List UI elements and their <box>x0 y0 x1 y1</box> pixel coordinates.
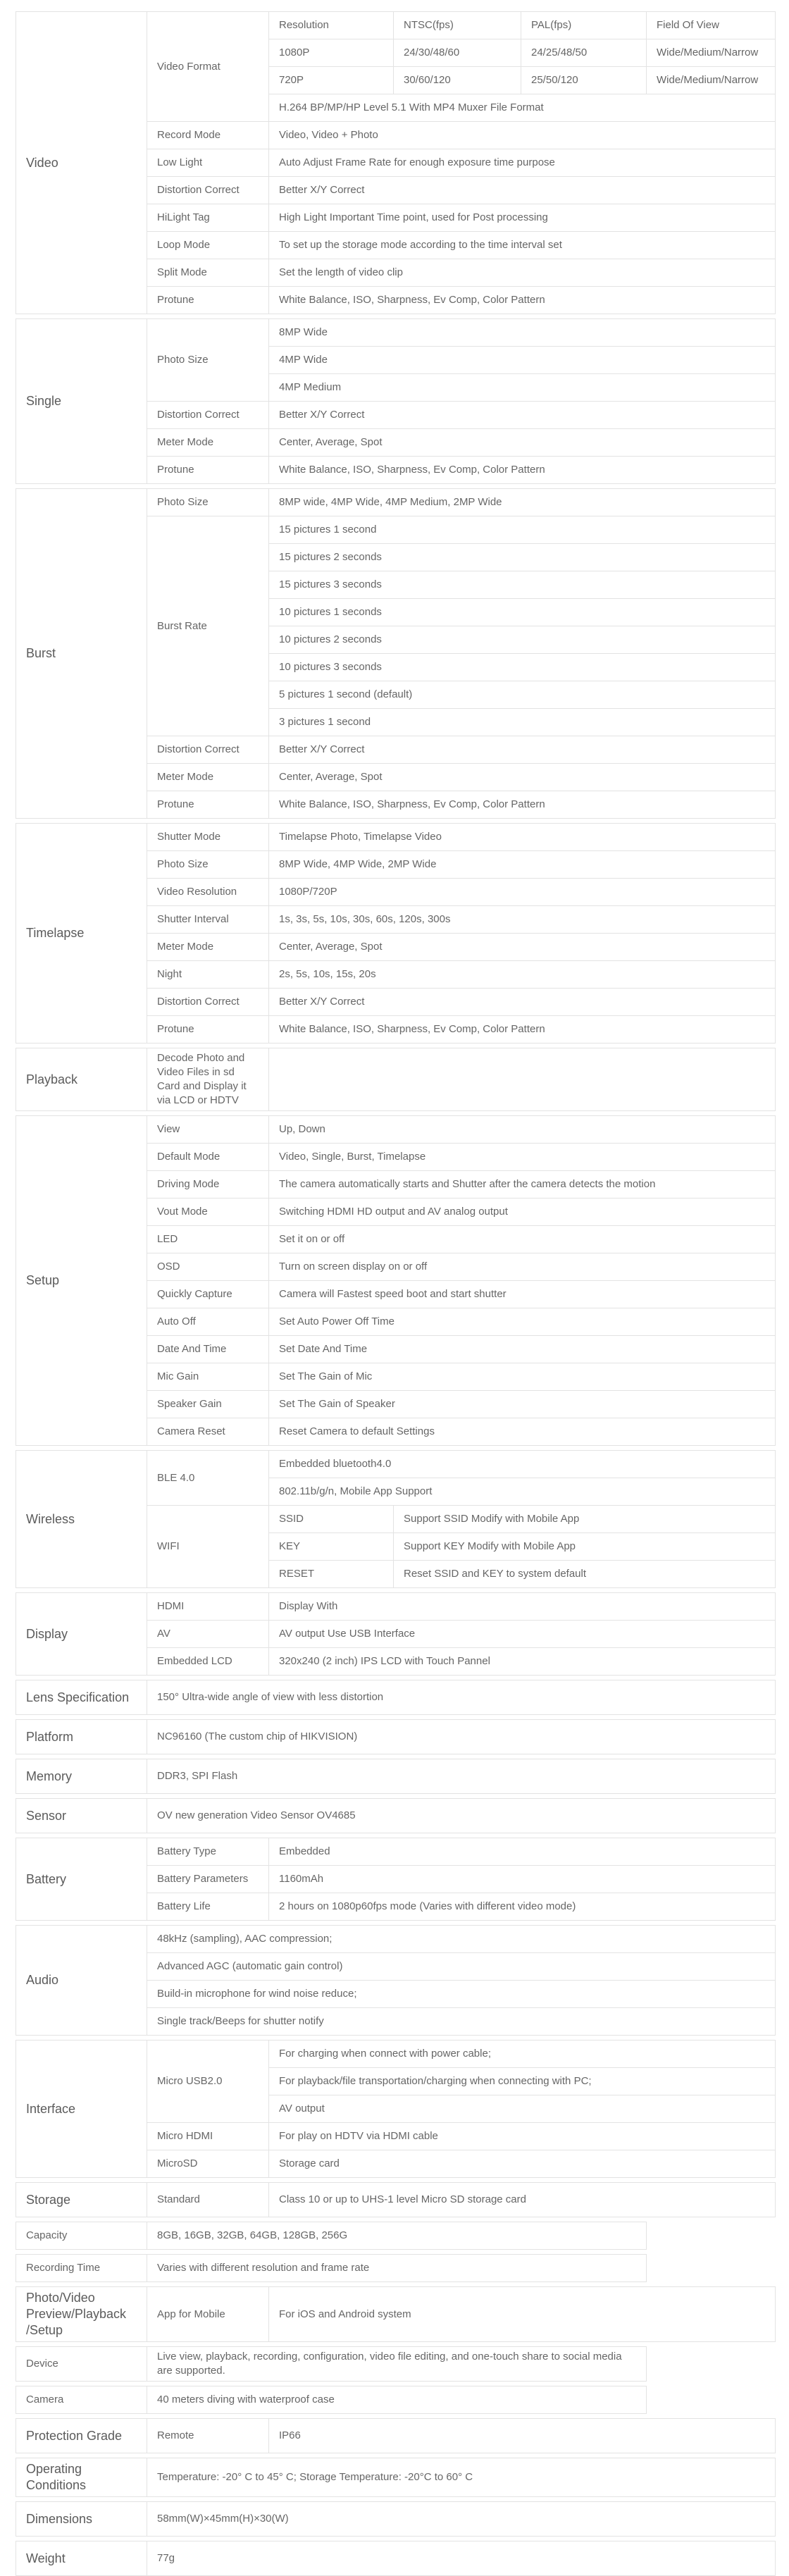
spec-row <box>16 12 776 39</box>
spec-cell: SSID <box>269 1506 394 1533</box>
spec-block-video <box>15 11 776 314</box>
spec-cell: 8MP Wide <box>269 319 776 347</box>
row-label: Capacity <box>16 2222 147 2250</box>
spec-cell: 3 pictures 1 second <box>269 709 776 736</box>
spec-cell: Set the length of video clip <box>269 259 776 287</box>
spec-block-display <box>15 1592 776 1676</box>
spec-cell: Meter Mode <box>147 934 269 961</box>
spec-table <box>15 11 775 2576</box>
section-label: Operating Conditions <box>16 2458 147 2497</box>
spec-cell: 150° Ultra-wide angle of view with less distortion <box>147 1680 776 1715</box>
spec-cell: Live view, playback, recording, configuration, video file editing, and one-touch share to social media are supported. <box>147 2347 647 2382</box>
spec-cell: For play on HDTV via HDMI cable <box>269 2123 776 2150</box>
spec-cell: KEY <box>269 1533 394 1561</box>
spec-cell: HDMI <box>147 1593 269 1621</box>
section-label: Wireless <box>16 1451 147 1588</box>
spec-cell: Protune <box>147 1016 269 1044</box>
spec-cell: 15 pictures 2 seconds <box>269 544 776 571</box>
spec-row <box>16 489 776 516</box>
spec-row <box>16 2347 647 2382</box>
spec-cell: Battery Life <box>147 1893 269 1921</box>
spec-cell: 1080P/720P <box>269 879 776 906</box>
section-label: Photo/Video Preview/Playback /Setup <box>16 2287 147 2342</box>
spec-cell: 1080P <box>269 39 394 67</box>
spec-cell: Storage card <box>269 2150 776 2178</box>
spec-cell: 1160mAh <box>269 1866 776 1893</box>
spec-cell: Camera will Fastest speed boot and start shutter <box>269 1281 776 1308</box>
spec-row <box>16 1799 776 1833</box>
spec-cell: Set The Gain of Mic <box>269 1363 776 1391</box>
spec-cell: Better X/Y Correct <box>269 402 776 429</box>
spec-cell: DDR3, SPI Flash <box>147 1759 776 1794</box>
spec-cell: IP66 <box>269 2419 776 2453</box>
spec-cell: Burst Rate <box>147 516 269 736</box>
spec-cell: Build-in microphone for wind noise reduce; <box>147 1981 776 2008</box>
spec-row <box>16 1759 776 1794</box>
spec-cell: Loop Mode <box>147 232 269 259</box>
spec-cell: Reset Camera to default Settings <box>269 1418 776 1446</box>
spec-cell: 48kHz (sampling), AAC compression; <box>147 1926 776 1953</box>
spec-cell: Battery Type <box>147 1838 269 1866</box>
spec-row <box>16 319 776 347</box>
spec-cell: 720P <box>269 67 394 94</box>
spec-cell: Wide/Medium/Narrow <box>647 39 776 67</box>
spec-cell: NC96160 (The custom chip of HIKVISION) <box>147 1720 776 1754</box>
spec-cell: For iOS and Android system <box>269 2287 776 2342</box>
spec-cell: Center, Average, Spot <box>269 764 776 791</box>
spec-cell: Temperature: -20° C to 45° C; Storage Temperature: -20°C to 60° C <box>147 2458 776 2497</box>
spec-cell: White Balance, ISO, Sharpness, Ev Comp, Color Pattern <box>269 791 776 819</box>
spec-row <box>16 2541 776 2576</box>
section-label: Memory <box>16 1759 147 1794</box>
spec-cell: 40 meters diving with waterproof case <box>147 2386 647 2414</box>
spec-cell: App for Mobile <box>147 2287 269 2342</box>
spec-cell: Split Mode <box>147 259 269 287</box>
spec-cell: Display With <box>269 1593 776 1621</box>
spec-cell: Default Mode <box>147 1144 269 1171</box>
spec-cell: Distortion Correct <box>147 736 269 764</box>
spec-cell: OV new generation Video Sensor OV4685 <box>147 1799 776 1833</box>
spec-block-protection-grade <box>15 2418 776 2453</box>
spec-block-single <box>15 318 776 484</box>
spec-cell: 30/60/120 <box>394 67 521 94</box>
spec-row <box>16 1451 776 1478</box>
spec-cell: White Balance, ISO, Sharpness, Ev Comp, Color Pattern <box>269 457 776 484</box>
spec-cell: Micro HDMI <box>147 2123 269 2150</box>
spec-cell: 15 pictures 3 seconds <box>269 571 776 599</box>
spec-cell: MicroSD <box>147 2150 269 2178</box>
spec-cell: Camera Reset <box>147 1418 269 1446</box>
spec-cell: Distortion Correct <box>147 177 269 204</box>
section-label: Weight <box>16 2541 147 2576</box>
spec-cell: Set Date And Time <box>269 1336 776 1363</box>
spec-cell: Distortion Correct <box>147 402 269 429</box>
spec-cell: Video Resolution <box>147 879 269 906</box>
spec-cell: Better X/Y Correct <box>269 177 776 204</box>
spec-cell: 58mm(W)×45mm(H)×30(W) <box>147 2502 776 2537</box>
spec-cell: 77g <box>147 2541 776 2576</box>
spec-cell: Standard <box>147 2183 269 2217</box>
spec-cell: Shutter Interval <box>147 906 269 934</box>
spec-block-capacity <box>15 2222 647 2250</box>
spec-cell: Record Mode <box>147 122 269 149</box>
spec-block-recording-time <box>15 2254 647 2282</box>
spec-cell: 802.11b/g/n, Mobile App Support <box>269 1478 776 1506</box>
spec-cell: Video Format <box>147 12 269 122</box>
row-label: Camera <box>16 2386 147 2414</box>
spec-block-device <box>15 2346 647 2382</box>
spec-block-camera <box>15 2386 647 2414</box>
spec-cell: Better X/Y Correct <box>269 736 776 764</box>
spec-block-weight <box>15 2541 776 2576</box>
section-label: Platform <box>16 1720 147 1754</box>
spec-block-operating-conditions <box>15 2458 776 2497</box>
spec-cell: 8MP Wide, 4MP Wide, 2MP Wide <box>269 851 776 879</box>
spec-cell: LED <box>147 1226 269 1253</box>
section-label: Lens Specification <box>16 1680 147 1715</box>
spec-cell: 4MP Medium <box>269 374 776 402</box>
spec-cell: Wide/Medium/Narrow <box>647 67 776 94</box>
spec-block-burst <box>15 488 776 819</box>
spec-cell: 2 hours on 1080p60fps mode (Varies with different video mode) <box>269 1893 776 1921</box>
spec-cell: Auto Adjust Frame Rate for enough exposure time purpose <box>269 149 776 177</box>
spec-cell: NTSC(fps) <box>394 12 521 39</box>
spec-block-platform <box>15 1719 776 1754</box>
spec-row <box>16 2222 647 2250</box>
spec-block-wireless <box>15 1450 776 1588</box>
spec-cell: Embedded LCD <box>147 1648 269 1676</box>
spec-cell: Better X/Y Correct <box>269 989 776 1016</box>
spec-cell: Center, Average, Spot <box>269 934 776 961</box>
spec-cell: 15 pictures 1 second <box>269 516 776 544</box>
spec-cell: BLE 4.0 <box>147 1451 269 1506</box>
spec-cell: White Balance, ISO, Sharpness, Ev Comp, Color Pattern <box>269 287 776 314</box>
spec-cell: Mic Gain <box>147 1363 269 1391</box>
spec-cell: Battery Parameters <box>147 1866 269 1893</box>
spec-block-lens-specification <box>15 1680 776 1715</box>
spec-cell: Center, Average, Spot <box>269 429 776 457</box>
spec-cell: Low Light <box>147 149 269 177</box>
spec-block-dimensions <box>15 2501 776 2537</box>
spec-row <box>16 824 776 851</box>
spec-row <box>16 1116 776 1144</box>
spec-cell: Protune <box>147 457 269 484</box>
section-label: Audio <box>16 1926 147 2036</box>
spec-cell: HiLight Tag <box>147 204 269 232</box>
spec-row <box>16 2183 776 2217</box>
section-label: Burst <box>16 489 147 819</box>
section-label: Video <box>16 12 147 314</box>
section-label: Storage <box>16 2183 147 2217</box>
spec-cell: 5 pictures 1 second (default) <box>269 681 776 709</box>
spec-cell: Support SSID Modify with Mobile App <box>394 1506 776 1533</box>
spec-row <box>16 2255 647 2282</box>
spec-cell: RESET <box>269 1561 394 1588</box>
spec-row <box>16 2458 776 2497</box>
spec-cell: Distortion Correct <box>147 989 269 1016</box>
spec-cell: AV output <box>269 2095 776 2123</box>
spec-block-playback <box>15 1048 776 1111</box>
spec-cell: 10 pictures 2 seconds <box>269 626 776 654</box>
row-label: Recording Time <box>16 2255 147 2282</box>
spec-cell: 8MP wide, 4MP Wide, 4MP Medium, 2MP Wide <box>269 489 776 516</box>
spec-row <box>16 1048 776 1111</box>
spec-cell: 10 pictures 3 seconds <box>269 654 776 681</box>
spec-cell <box>269 1048 776 1111</box>
spec-cell: Photo Size <box>147 851 269 879</box>
section-label: Protection Grade <box>16 2419 147 2453</box>
section-label: Dimensions <box>16 2502 147 2537</box>
spec-cell: High Light Important Time point, used for Post processing <box>269 204 776 232</box>
spec-cell: Vout Mode <box>147 1199 269 1226</box>
spec-cell: To set up the storage mode according to the time interval set <box>269 232 776 259</box>
spec-row <box>16 2287 776 2342</box>
spec-cell: Auto Off <box>147 1308 269 1336</box>
spec-cell: View <box>147 1116 269 1144</box>
section-label: Playback <box>16 1048 147 1111</box>
spec-cell: Shutter Mode <box>147 824 269 851</box>
spec-cell: Meter Mode <box>147 429 269 457</box>
spec-cell: Advanced AGC (automatic gain control) <box>147 1953 776 1981</box>
spec-row <box>16 1720 776 1754</box>
spec-row <box>16 1680 776 1715</box>
spec-row <box>16 2386 647 2414</box>
spec-block-setup <box>15 1115 776 1446</box>
spec-cell: 25/50/120 <box>521 67 647 94</box>
spec-cell: PAL(fps) <box>521 12 647 39</box>
spec-block-battery <box>15 1838 776 1921</box>
spec-cell: Switching HDMI HD output and AV analog output <box>269 1199 776 1226</box>
section-label: Single <box>16 319 147 484</box>
spec-block-memory <box>15 1759 776 1794</box>
spec-cell: Date And Time <box>147 1336 269 1363</box>
spec-cell: Single track/Beeps for shutter notify <box>147 2008 776 2036</box>
spec-cell: 24/30/48/60 <box>394 39 521 67</box>
section-label: Setup <box>16 1116 147 1446</box>
spec-block-sensor <box>15 1798 776 1833</box>
spec-cell: Video, Single, Burst, Timelapse <box>269 1144 776 1171</box>
spec-cell: White Balance, ISO, Sharpness, Ev Comp, Color Pattern <box>269 1016 776 1044</box>
spec-cell: Driving Mode <box>147 1171 269 1199</box>
spec-cell: Video, Video + Photo <box>269 122 776 149</box>
spec-cell: Timelapse Photo, Timelapse Video <box>269 824 776 851</box>
spec-cell: Class 10 or up to UHS-1 level Micro SD storage card <box>269 2183 776 2217</box>
spec-cell: 2s, 5s, 10s, 15s, 20s <box>269 961 776 989</box>
spec-cell: Field Of View <box>647 12 776 39</box>
section-label: Sensor <box>16 1799 147 1833</box>
spec-cell: Photo Size <box>147 489 269 516</box>
spec-cell: Speaker Gain <box>147 1391 269 1418</box>
spec-cell: For playback/file transportation/charging when connecting with PC; <box>269 2068 776 2095</box>
spec-cell: Set Auto Power Off Time <box>269 1308 776 1336</box>
spec-cell: Remote <box>147 2419 269 2453</box>
spec-cell: Resolution <box>269 12 394 39</box>
spec-block-storage <box>15 2182 776 2217</box>
spec-cell: 320x240 (2 inch) IPS LCD with Touch Pannel <box>269 1648 776 1676</box>
spec-cell: 1s, 3s, 5s, 10s, 30s, 60s, 120s, 300s <box>269 906 776 934</box>
spec-cell: Up, Down <box>269 1116 776 1144</box>
spec-cell: Turn on screen display on or off <box>269 1253 776 1281</box>
spec-cell: Set The Gain of Speaker <box>269 1391 776 1418</box>
spec-cell: Embedded <box>269 1838 776 1866</box>
spec-cell: Photo Size <box>147 319 269 402</box>
spec-cell: Quickly Capture <box>147 1281 269 1308</box>
spec-block-interface <box>15 2040 776 2178</box>
spec-cell: 10 pictures 1 seconds <box>269 599 776 626</box>
spec-cell: Support KEY Modify with Mobile App <box>394 1533 776 1561</box>
section-label: Display <box>16 1593 147 1676</box>
spec-cell: Set it on or off <box>269 1226 776 1253</box>
spec-row <box>16 2502 776 2537</box>
section-label: Timelapse <box>16 824 147 1044</box>
spec-cell: 24/25/48/50 <box>521 39 647 67</box>
spec-block-audio <box>15 1925 776 2036</box>
spec-cell: H.264 BP/MP/HP Level 5.1 With MP4 Muxer File Format <box>269 94 776 122</box>
spec-row <box>16 1926 776 1953</box>
spec-cell: Micro USB2.0 <box>147 2041 269 2123</box>
spec-cell: Embedded bluetooth4.0 <box>269 1451 776 1478</box>
spec-cell: AV <box>147 1621 269 1648</box>
spec-cell: Meter Mode <box>147 764 269 791</box>
spec-block-photo-video-preview-playback-setup <box>15 2286 776 2342</box>
spec-cell: Varies with different resolution and frame rate <box>147 2255 647 2282</box>
spec-row <box>16 2419 776 2453</box>
spec-cell: The camera automatically starts and Shutter after the camera detects the motion <box>269 1171 776 1199</box>
spec-cell: AV output Use USB Interface <box>269 1621 776 1648</box>
spec-cell: Reset SSID and KEY to system default <box>394 1561 776 1588</box>
spec-cell: Protune <box>147 791 269 819</box>
spec-block-timelapse <box>15 823 776 1044</box>
spec-cell: 8GB, 16GB, 32GB, 64GB, 128GB, 256G <box>147 2222 647 2250</box>
spec-row <box>16 1593 776 1621</box>
spec-cell: Decode Photo and Video Files in sd Card and Display it via LCD or HDTV <box>147 1048 269 1111</box>
spec-row <box>16 2041 776 2068</box>
spec-cell: OSD <box>147 1253 269 1281</box>
spec-cell: 4MP Wide <box>269 347 776 374</box>
spec-row <box>16 1838 776 1866</box>
section-label: Interface <box>16 2041 147 2178</box>
spec-cell: Night <box>147 961 269 989</box>
section-label: Battery <box>16 1838 147 1921</box>
spec-cell: WIFI <box>147 1506 269 1588</box>
spec-cell: For charging when connect with power cable; <box>269 2041 776 2068</box>
row-label: Device <box>16 2347 147 2382</box>
spec-cell: Protune <box>147 287 269 314</box>
